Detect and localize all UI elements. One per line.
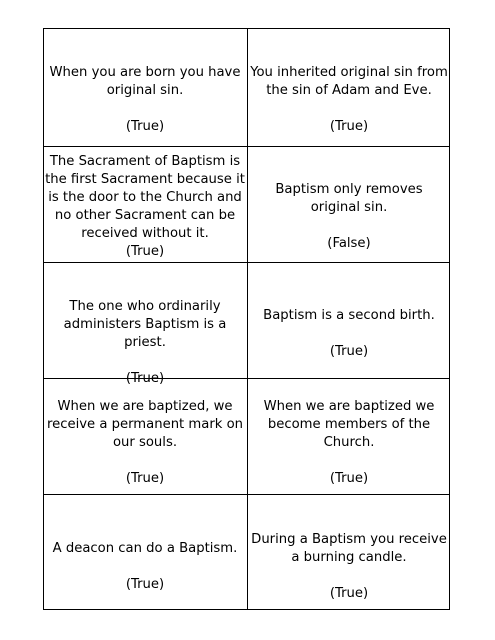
card-answer: (False) (327, 236, 371, 251)
card-answer: (True) (329, 471, 369, 486)
flashcard (248, 181, 450, 253)
card-answer: (True) (125, 119, 165, 134)
card-answer: (True) (125, 471, 165, 486)
card-question: You inherited original sin from the sin of Adam and Eve. (250, 65, 448, 98)
row-divider (44, 262, 449, 263)
card-answer: (True) (125, 244, 165, 259)
card-question: When we are baptized we become members of the Church. (263, 399, 435, 450)
row-divider (44, 494, 449, 495)
flashcard (248, 398, 450, 488)
card-question: Baptism is a second birth. (263, 308, 435, 323)
card-question: Baptism only removes original sin. (275, 182, 423, 215)
flashcard-grid (43, 28, 450, 610)
flashcard (44, 153, 246, 261)
card-question: When you are born you have original sin. (49, 65, 241, 98)
card-question: During a Baptism you receive a burning candle. (251, 532, 447, 565)
flashcard (248, 64, 450, 136)
card-answer: (True) (329, 586, 369, 601)
row-divider (44, 146, 449, 147)
card-answer: (True) (125, 371, 165, 386)
card-question: The Sacrament of Baptism is the first Sacrament because it is the door to the Church and no other Sacrament can be received without it. (45, 154, 245, 241)
card-answer: (True) (329, 344, 369, 359)
card-question: A deacon can do a Baptism. (52, 541, 238, 556)
card-question: The one who ordinarily administers Baptism is a priest. (63, 299, 227, 350)
card-answer: (True) (329, 119, 369, 134)
flashcard (44, 298, 246, 388)
flashcard (44, 64, 246, 136)
flashcard (44, 398, 246, 488)
flashcard (44, 540, 246, 594)
flashcard (248, 531, 450, 603)
card-answer: (True) (125, 577, 165, 592)
card-question: When we are baptized, we receive a permanent mark on our souls. (46, 399, 244, 450)
flashcard (248, 307, 450, 361)
